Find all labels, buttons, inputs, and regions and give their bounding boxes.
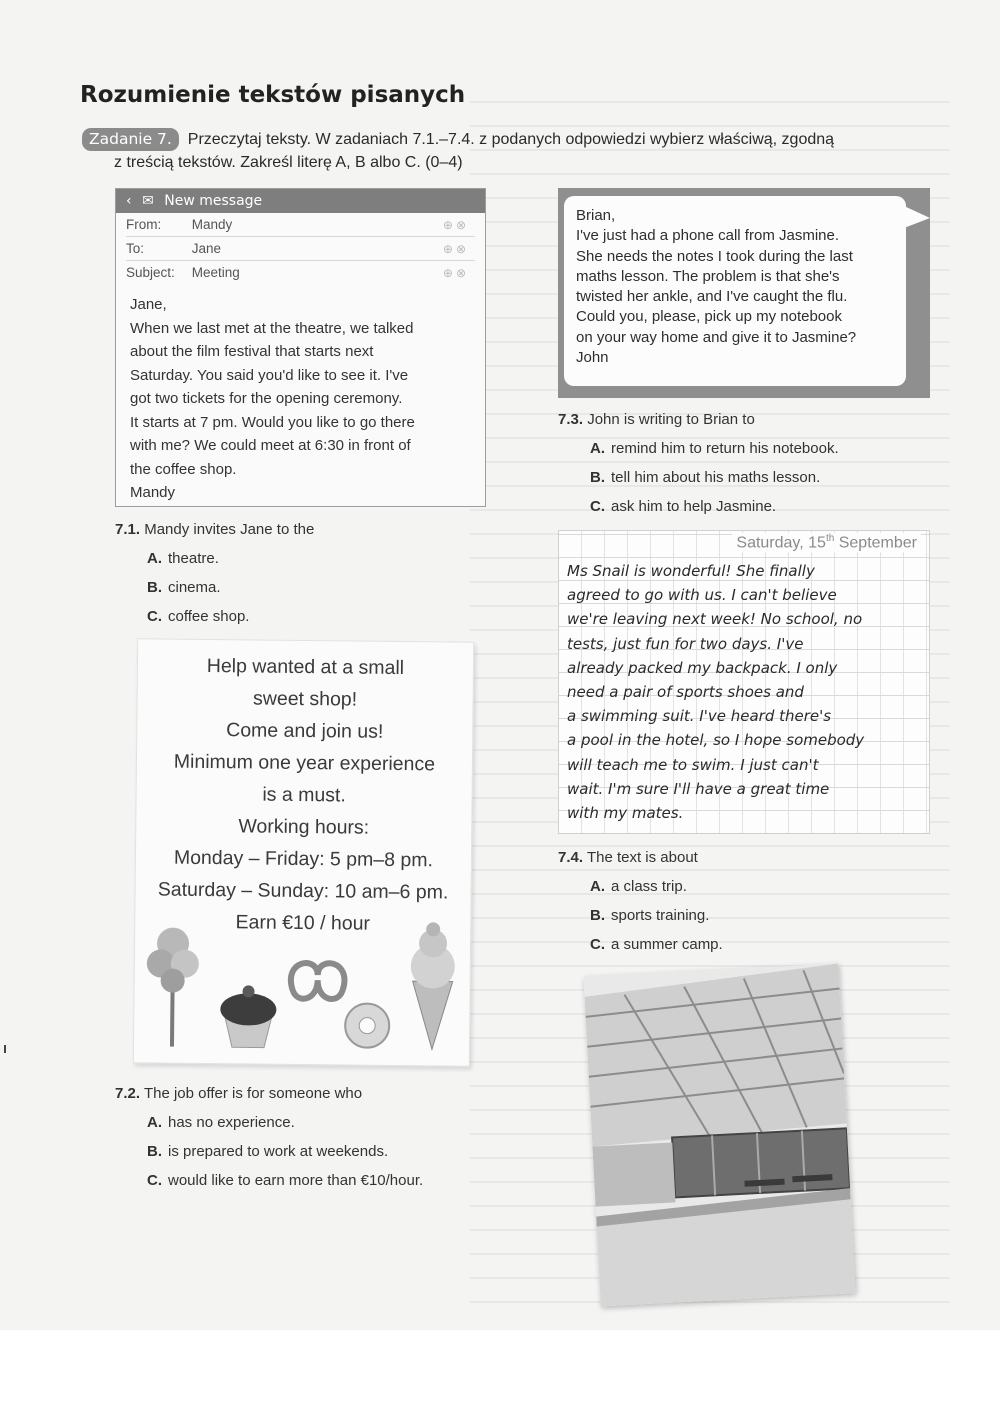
email-body-line: with me? We could meet at 6:30 in front of [130, 437, 411, 454]
email-from-value: Mandy [191, 217, 233, 232]
email-body-line: Jane, [130, 296, 167, 313]
email-to-label: To: [126, 241, 145, 256]
email-to-row [126, 237, 475, 261]
option-letter: B. [147, 1143, 162, 1160]
chevron-left-icon: ‹ [126, 193, 132, 209]
diary-line: we're leaving next week! No school, no [567, 610, 863, 629]
note-line: I've just had a phone call from Jasmine. [576, 227, 839, 245]
diary-date [732, 533, 921, 552]
email-body-line: about the film festival that starts next [130, 343, 374, 360]
note-line: Could you, please, pick up my notebook [576, 308, 842, 326]
option-letter: A. [590, 440, 605, 457]
diary-line: agreed to go with us. I can't believe [567, 586, 837, 605]
message-note [558, 188, 930, 398]
speech-bubble [564, 196, 906, 386]
answer-option-b[interactable] [558, 906, 723, 926]
answer-option-a[interactable] [115, 1113, 423, 1133]
question-7-1 [115, 520, 314, 636]
add-remove-icon: ⊕⊗ [442, 266, 469, 280]
diary-line: will teach me to swim. I just can't [567, 755, 819, 774]
option-text: theatre. [168, 550, 219, 567]
option-letter: C. [590, 498, 605, 515]
option-letter: B. [590, 907, 605, 924]
option-letter: A. [147, 1114, 162, 1131]
option-text: a class trip. [611, 878, 687, 895]
add-remove-icon: ⊕⊗ [442, 218, 469, 232]
option-text: has no experience. [168, 1114, 295, 1131]
question-stem: The job offer is for someone who [143, 1085, 363, 1102]
indoor-pool-image [584, 964, 856, 1307]
cupcake-icon [220, 985, 277, 1048]
task-badge: Zadanie 7. [82, 128, 179, 151]
margin-mark [4, 1045, 6, 1053]
question-number: 7.4. [558, 849, 584, 866]
note-line: She needs the notes I took during the last [576, 247, 853, 265]
advert-line: Working hours: [238, 815, 370, 839]
sweets-illustration [142, 918, 463, 1051]
speech-bubble-tail [904, 206, 930, 228]
answer-option-b[interactable] [115, 578, 314, 598]
option-text: sports training. [611, 907, 710, 924]
advert-line: Monday – Friday: 5 pm–8 pm. [173, 846, 434, 872]
donut-icon [345, 1003, 389, 1047]
email-from-label: From: [126, 217, 162, 232]
email-subject-value: Meeting [191, 265, 240, 280]
email-body [116, 285, 485, 505]
diary-line: a swimming suit. I've heard there's [567, 707, 832, 726]
pretzel-icon [291, 963, 345, 999]
note-line: on your way home and give it to Jasmine? [576, 328, 857, 346]
option-text: coffee shop. [168, 608, 250, 625]
task-instruction-line1: Przeczytaj teksty. W zadaniach 7.1.–7.4. z podanych odpowiedzi wybierz właściwą, zgodną [187, 131, 835, 148]
email-body-line: got two tickets for the opening ceremony. [130, 390, 403, 407]
option-text: a summer camp. [611, 936, 723, 953]
advert-line: Minimum one year experience [173, 750, 436, 776]
email-body-line: When we last met at the theatre, we talked [130, 319, 414, 337]
answer-option-c[interactable] [558, 935, 723, 955]
email-body-line: It starts at 7 pm. Would you like to go there [130, 413, 415, 431]
diary-date-day: Saturday, 15 [736, 534, 826, 552]
diary-line: a pool in the hotel, so I hope somebody [567, 731, 865, 750]
option-letter: A. [590, 878, 605, 895]
option-text: would like to earn more than €10/hour. [168, 1172, 424, 1189]
note-line: twisted her ankle, and I've caught the flu. [576, 288, 848, 306]
email-header-title: New message [164, 193, 263, 209]
diary-entry [558, 530, 930, 834]
question-stem: Mandy invites Jane to the [144, 521, 315, 538]
question-number: 7.1. [115, 521, 141, 538]
option-letter: C. [590, 936, 605, 953]
diary-date-month: September [834, 534, 917, 552]
option-text: tell him about his maths lesson. [611, 469, 821, 486]
diary-line: wait. I'm sure I'll have a great time [567, 779, 830, 798]
question-7-2 [115, 1084, 423, 1200]
advert-line: is a must. [262, 783, 346, 807]
diary-line: need a pair of sports shoes and [567, 683, 804, 702]
task-instructions [82, 128, 912, 174]
email-subject-label: Subject: [126, 265, 175, 280]
email-body-line: Mandy [130, 484, 176, 501]
advert-line: Earn €10 / hour [235, 911, 371, 935]
option-letter: C. [147, 608, 162, 625]
advert-line: Help wanted at a small [206, 654, 405, 680]
option-text: cinema. [168, 579, 221, 596]
ice-cream-icon [410, 922, 455, 1049]
job-advert-note [133, 638, 474, 1067]
email-subject-row [126, 261, 475, 285]
diary-line: with my mates. [567, 804, 684, 823]
answer-option-a[interactable] [558, 439, 839, 459]
scan-background [0, 1330, 1000, 1413]
section-title: Rozumienie tekstów pisanych [80, 82, 466, 108]
question-7-3 [558, 410, 839, 526]
question-stem: John is writing to Brian to [587, 411, 755, 428]
note-line: Brian, [576, 207, 616, 224]
question-number: 7.3. [558, 411, 584, 428]
diary-date-suffix: th [825, 533, 835, 544]
indoor-pool-photo [584, 964, 856, 1307]
job-advert-text [135, 639, 473, 940]
diary-line: tests, just fun for two days. I've [567, 634, 804, 653]
answer-option-c[interactable] [115, 1171, 423, 1191]
email-message [115, 188, 486, 507]
answer-option-c[interactable] [115, 607, 314, 627]
cotton-candy-icon [146, 927, 199, 1047]
diary-line: already packed my backpack. I only [567, 658, 838, 677]
advert-line: Saturday – Sunday: 10 am–6 pm. [157, 878, 449, 904]
advert-line: sweet shop! [252, 687, 358, 711]
answer-option-a[interactable] [558, 877, 723, 897]
option-letter: C. [147, 1172, 162, 1189]
answer-option-b[interactable] [558, 468, 839, 488]
answer-option-a[interactable] [115, 549, 314, 569]
question-stem: The text is about [586, 849, 698, 866]
add-remove-icon: ⊕⊗ [442, 242, 469, 256]
question-number: 7.2. [115, 1085, 141, 1102]
question-7-4 [558, 848, 723, 964]
note-line: maths lesson. The problem is that she's [576, 267, 840, 285]
envelope-icon: ✉ [142, 193, 154, 209]
answer-option-b[interactable] [115, 1142, 423, 1162]
diary-handwriting [567, 559, 923, 825]
email-body-line: the coffee shop. [130, 460, 237, 478]
email-from-row [126, 213, 475, 237]
task-instruction-line2: z treścią tekstów. Zakreśl literę A, B albo C. (0–4) [114, 154, 463, 171]
advert-line: Come and join us! [226, 719, 384, 743]
answer-option-c[interactable] [558, 497, 839, 517]
option-text: is prepared to work at weekends. [168, 1143, 389, 1160]
option-text: remind him to return his notebook. [611, 440, 839, 457]
diary-line: Ms Snail is wonderful! She finally [567, 562, 815, 580]
option-letter: B. [590, 469, 605, 486]
email-body-line: Saturday. You said you'd like to see it. I've [130, 366, 409, 384]
email-header-bar [116, 189, 485, 213]
email-to-value: Jane [191, 241, 222, 256]
option-letter: A. [147, 550, 162, 567]
option-letter: B. [147, 579, 162, 596]
option-text: ask him to help Jasmine. [611, 498, 777, 515]
note-line: John [576, 349, 609, 367]
